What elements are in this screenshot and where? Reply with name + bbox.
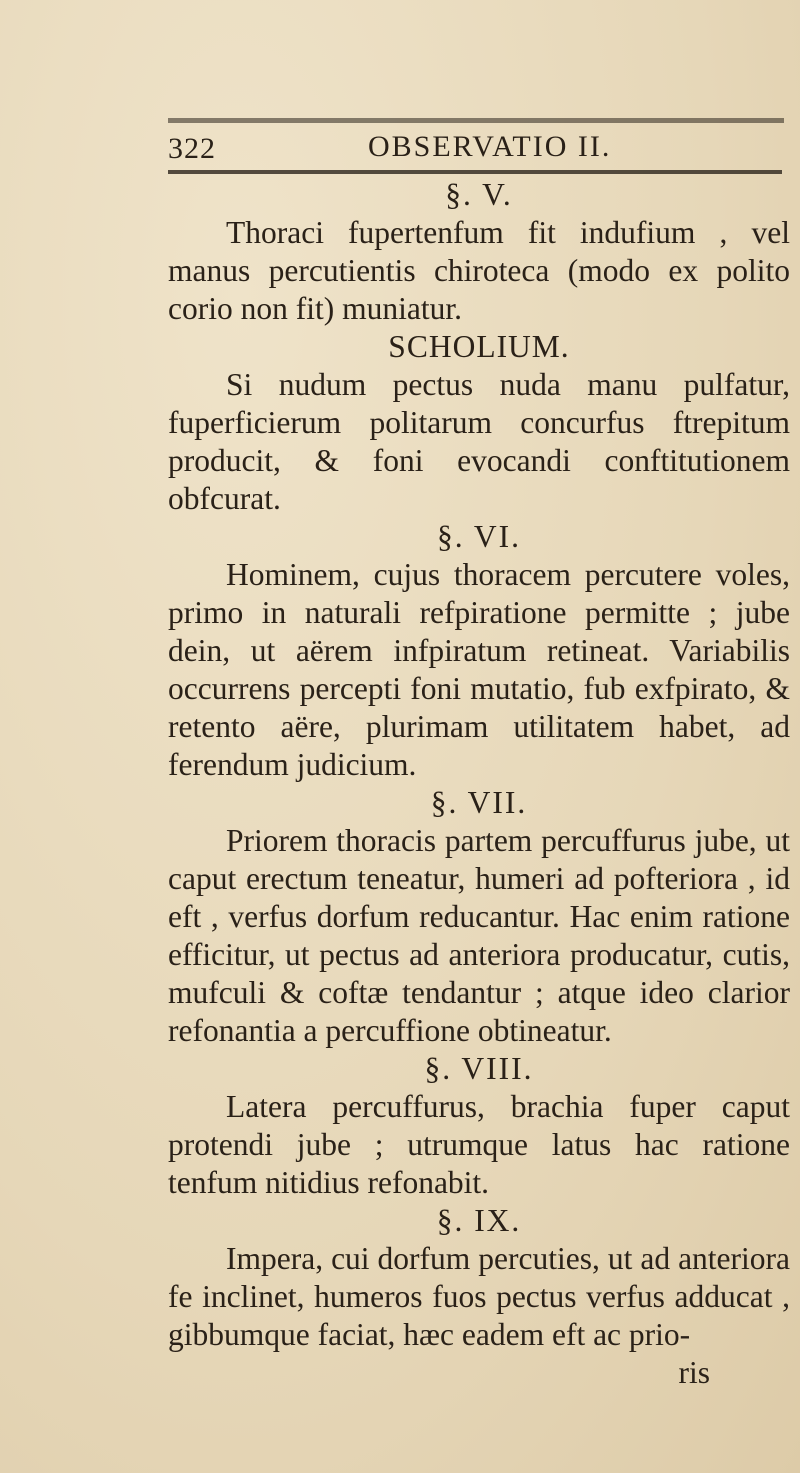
section-heading-v: §. V. xyxy=(445,177,513,212)
section-paragraph-viii: Latera percuffurus, brachia fuper caput protendi jube ; utrumque latus hac ratione tenfum nitidius refonabit. xyxy=(168,1089,790,1200)
section-paragraph-vii: Priorem thoracis partem percuffurus jube, ut caput erectum teneatur, humeri ad pofteriora , id eft , verfus dorfum reducantur. Hac enim ratione efficitur, ut pectus ad anteriora producatur, cutis, mufculi & coftæ tendantur ; atque ideo clarior refonantia a percuffione obtineatur. xyxy=(168,823,790,1048)
section-heading-viii: §. VIII. xyxy=(424,1051,534,1086)
running-head: OBSERVATIO II. xyxy=(368,130,612,163)
page-body xyxy=(168,176,790,1392)
scholium-paragraph: Si nudum pectus nuda manu pulfatur, fuperficierum politarum concurfus ftrepitum producit, & foni evocandi conftitutionem obfcurat. xyxy=(168,367,790,516)
top-rule xyxy=(168,118,784,123)
catchword: ris xyxy=(678,1355,710,1390)
section-heading-vii: §. VII. xyxy=(430,785,528,820)
section-paragraph-ix: Impera, cui dorfum percuties, ut ad anteriora fe inclinet, humeros fuos pectus verfus adducat , gibbumque faciat, hæc eadem eft ac prio- xyxy=(168,1241,790,1352)
section-heading-ix: §. IX. xyxy=(436,1203,522,1238)
section-paragraph-vi: Hominem, cujus thoracem percutere voles, primo in naturali refpiratione permitte ; jube dein, ut aërem infpiratum retineat. Variabilis occurrens percepti foni mutatio, fub exfpirato, & retento aëre, plurimam utilitatem habet, ad ferendum judicium. xyxy=(168,557,790,782)
scholium-heading: SCHOLIUM. xyxy=(388,329,570,364)
page-header xyxy=(168,124,788,164)
section-paragraph-v: Thoraci fupertenfum fit indufium , vel manus percutientis chiroteca (modo ex polito corio non fit) muniatur. xyxy=(168,215,790,326)
section-heading-vi: §. VI. xyxy=(436,519,522,554)
header-rule xyxy=(168,170,782,174)
page-number: 322 xyxy=(168,132,216,165)
